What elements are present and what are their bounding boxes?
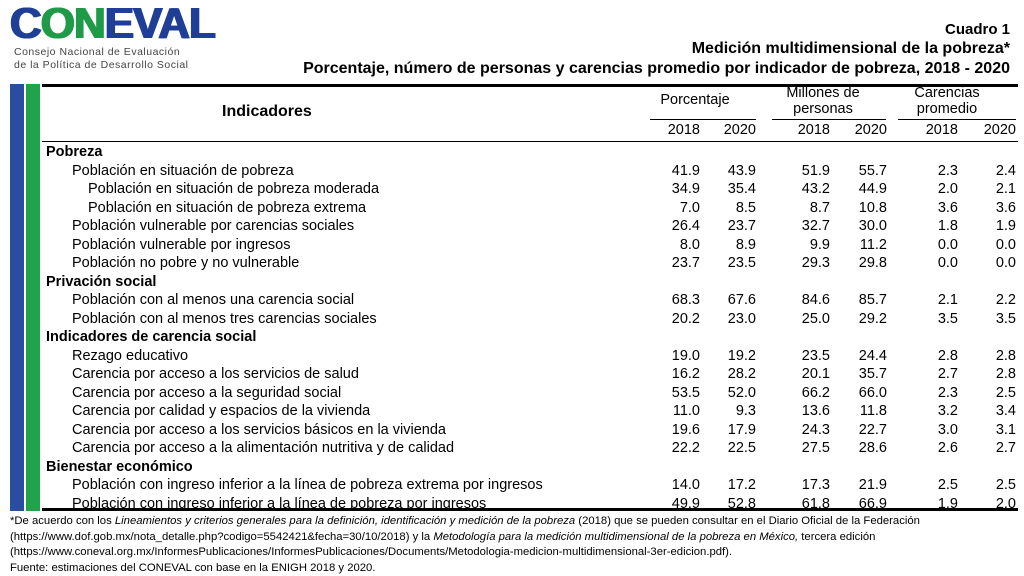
cell-value: 2.1 [937, 292, 958, 308]
cell-value: 52.8 [727, 495, 756, 512]
cell-value: 2.8 [937, 347, 958, 364]
header-rule [42, 141, 1018, 142]
cell-value: 35.7 [858, 366, 887, 382]
cell-value: 27.5 [801, 440, 830, 456]
row-label: Población vulnerable por carencias sociales [72, 218, 355, 234]
cell-value: 22.5 [727, 440, 756, 456]
section-row [42, 328, 1018, 347]
cell-value: 23.7 [671, 255, 700, 271]
cell-value: 2.3 [937, 384, 958, 401]
table-row [42, 365, 1018, 384]
cell-value: 11.8 [859, 403, 887, 419]
table-row [42, 254, 1018, 273]
cell-value: 1.9 [937, 495, 958, 512]
cell-value: 3.5 [937, 310, 958, 327]
row-label: Carencia por calidad y espacios de la vivienda [72, 403, 371, 419]
table-row [42, 162, 1018, 181]
cell-value: 20.1 [801, 366, 830, 382]
table-bottom-rule [42, 508, 1018, 511]
cell-value: 28.2 [727, 366, 756, 382]
indicators-header: Indicadores [222, 103, 312, 120]
cell-value: 16.2 [671, 366, 700, 382]
year-header: 2020 [723, 122, 756, 138]
row-label: Carencia por acceso a la alimentación nutritiva y de calidad [72, 440, 455, 456]
cell-value: 2.4 [995, 162, 1016, 179]
cell-value: 9.3 [735, 403, 756, 419]
cell-value: 41.9 [671, 162, 700, 179]
cell-value: 8.5 [735, 199, 756, 216]
year-header: 2020 [854, 122, 887, 138]
cell-value: 3.0 [937, 421, 958, 438]
cell-value: 17.9 [727, 421, 756, 438]
cell-value: 3.1 [995, 421, 1016, 438]
year-header: 2018 [925, 122, 958, 138]
cell-value: 0.0 [995, 255, 1016, 271]
table-body [42, 143, 1018, 513]
cuadro-label: Cuadro 1 [944, 21, 1010, 38]
row-label: Población con al menos tres carencias sociales [72, 310, 377, 327]
row-label: Población en situación de pobreza moderada [88, 181, 380, 197]
cell-value: 23.7 [727, 218, 756, 234]
cell-value: 2.6 [937, 440, 958, 456]
group-underline [898, 119, 1016, 120]
cell-value: 43.9 [727, 162, 756, 179]
cell-value: 26.4 [671, 218, 700, 234]
title-block [303, 20, 1010, 79]
row-label: Población vulnerable por ingresos [72, 236, 291, 253]
cell-value: 2.0 [995, 495, 1016, 512]
section-row [42, 143, 1018, 162]
cell-value: 2.5 [995, 384, 1016, 401]
blue-stripe [10, 84, 24, 511]
cell-value: 2.1 [995, 181, 1016, 197]
cell-value: 34.9 [671, 181, 700, 197]
table-row [42, 476, 1018, 495]
group-header-millones: Millones de personas [786, 85, 860, 117]
cell-value: 17.3 [801, 477, 830, 493]
cell-value: 10.8 [858, 199, 887, 216]
table-row [42, 347, 1018, 366]
cell-value: 11.0 [672, 403, 700, 419]
table-title: Medición multidimensional de la pobreza* [691, 40, 1010, 57]
group-underline [772, 119, 886, 120]
row-label: Rezago educativo [72, 347, 189, 364]
cell-value: 19.2 [727, 347, 756, 364]
cell-value: 1.9 [995, 218, 1016, 234]
cell-value: 3.6 [995, 199, 1016, 216]
row-label: Carencia por acceso a la seguridad social [72, 384, 342, 401]
logo-wordmark: CONEVAL [10, 0, 215, 48]
cell-value: 0.0 [937, 255, 958, 271]
cell-value: 9.9 [809, 236, 830, 253]
cell-value: 20.2 [671, 310, 700, 327]
row-label: Indicadores de carencia social [46, 329, 257, 345]
cell-value: 49.9 [671, 495, 700, 512]
group-underline [650, 119, 756, 120]
year-header: 2020 [983, 122, 1016, 138]
cell-value: 2.2 [995, 292, 1016, 308]
cell-value: 66.2 [801, 384, 830, 401]
footnote: *De acuerdo con los Lineamientos y criterios generales para la definición, identificación y medición de la pobreza (2018) que se pueden consultar en el Diario Oficial de la Federación (https://www.dof.gob.mx/nota_detalle.php?codigo=5542421&fecha=30/10/2018) y la Metodología para la medición multidimensional de la pobreza en México, tercera edición (https://www.coneval.org.mx/InformesPublicaciones/InformesPublicaciones/Documents/Metodologia-medicion-multidimensional-3er-edicion.pdf). Fuente: estimaciones del CONEVAL con base en la ENIGH 2018 y 2020. [10, 514, 1020, 576]
cell-value: 23.5 [727, 255, 756, 271]
cell-value: 3.5 [995, 310, 1016, 327]
row-label: Población con al menos una carencia social [72, 292, 355, 308]
cell-value: 23.5 [801, 347, 830, 364]
cell-value: 2.5 [937, 477, 958, 493]
group-header-porcentaje: Porcentaje [660, 92, 730, 108]
cell-value: 67.6 [727, 292, 756, 308]
cell-value: 53.5 [671, 384, 700, 401]
cell-value: 29.8 [858, 255, 887, 271]
row-label: Población en situación de pobreza extrema [88, 199, 367, 216]
cell-value: 14.0 [671, 477, 700, 493]
cell-value: 2.7 [937, 366, 958, 382]
cell-value: 29.2 [858, 310, 887, 327]
cell-value: 11.2 [859, 236, 887, 253]
table-row [42, 310, 1018, 329]
table-row [42, 421, 1018, 440]
row-label: Pobreza [46, 144, 103, 160]
year-header: 2018 [667, 122, 700, 138]
section-row [42, 273, 1018, 292]
cell-value: 29.3 [801, 255, 830, 271]
table-row [42, 384, 1018, 403]
cell-value: 8.9 [735, 236, 756, 253]
cell-value: 2.0 [937, 181, 958, 197]
cell-value: 7.0 [679, 199, 700, 216]
table-row [42, 291, 1018, 310]
cell-value: 17.2 [727, 477, 756, 493]
cell-value: 19.0 [671, 347, 700, 364]
cell-value: 28.6 [858, 440, 887, 456]
cell-value: 35.4 [727, 181, 756, 197]
table-row [42, 236, 1018, 255]
cell-value: 66.0 [858, 384, 887, 401]
cell-value: 8.7 [809, 199, 830, 216]
source-note: Fuente: estimaciones del CONEVAL con base en la ENIGH 2018 y 2020. [10, 561, 376, 574]
cell-value: 2.7 [995, 440, 1016, 456]
green-stripe [26, 84, 40, 511]
cell-value: 32.7 [801, 218, 830, 234]
cell-value: 84.6 [801, 292, 830, 308]
cell-value: 8.0 [679, 236, 700, 253]
section-row [42, 458, 1018, 477]
logo-subtitle: Consejo Nacional de Evaluación de la Política de Desarrollo Social [14, 46, 189, 71]
cell-value: 0.0 [937, 236, 958, 253]
cell-value: 68.3 [671, 292, 700, 308]
cell-value: 61.8 [801, 495, 830, 512]
poverty-table [42, 84, 1018, 511]
cell-value: 22.2 [671, 440, 700, 456]
row-label: Carencia por acceso a los servicios básicos en la vivienda [72, 421, 446, 438]
cell-value: 2.3 [937, 162, 958, 179]
cell-value: 1.8 [937, 218, 958, 234]
table-subtitle: Porcentaje, número de personas y carencias promedio por indicador de pobreza, 2018 - 2020 [303, 60, 1010, 77]
group-header-carencias: Carencias promedio [914, 85, 980, 117]
cell-value: 85.7 [858, 292, 887, 308]
cell-value: 30.0 [858, 218, 887, 234]
cell-value: 3.6 [937, 199, 958, 216]
cell-value: 66.9 [858, 495, 887, 512]
cell-value: 22.7 [858, 421, 887, 438]
cell-value: 23.0 [727, 310, 756, 327]
row-label: Población en situación de pobreza [72, 162, 294, 179]
cell-value: 13.6 [801, 403, 830, 419]
cell-value: 2.5 [995, 477, 1016, 493]
row-label: Población no pobre y no vulnerable [72, 255, 300, 271]
cell-value: 19.6 [671, 421, 700, 438]
cell-value: 24.3 [801, 421, 830, 438]
row-label: Privación social [46, 273, 157, 290]
row-label: Población con ingreso inferior a la línea de pobreza por ingresos [72, 495, 487, 512]
cell-value: 51.9 [801, 162, 830, 179]
cell-value: 24.4 [858, 347, 887, 364]
cell-value: 21.9 [858, 477, 887, 493]
table-row [42, 402, 1018, 421]
cell-value: 52.0 [727, 384, 756, 401]
table-row [42, 180, 1018, 199]
table-row [42, 199, 1018, 218]
cell-value: 25.0 [801, 310, 830, 327]
cell-value: 3.2 [937, 403, 958, 419]
row-label: Población con ingreso inferior a la línea de pobreza extrema por ingresos [72, 477, 543, 493]
cell-value: 2.8 [995, 347, 1016, 364]
cell-value: 44.9 [858, 181, 887, 197]
cell-value: 0.0 [995, 236, 1016, 253]
table-row [42, 439, 1018, 458]
cell-value: 3.4 [995, 403, 1016, 419]
row-label: Carencia por acceso a los servicios de salud [72, 366, 359, 382]
coneval-logo [10, 0, 215, 72]
cell-value: 55.7 [858, 162, 887, 179]
cell-value: 2.8 [995, 366, 1016, 382]
row-label: Bienestar económico [46, 458, 193, 475]
year-header: 2018 [797, 122, 830, 138]
table-row [42, 217, 1018, 236]
cell-value: 43.2 [801, 181, 830, 197]
